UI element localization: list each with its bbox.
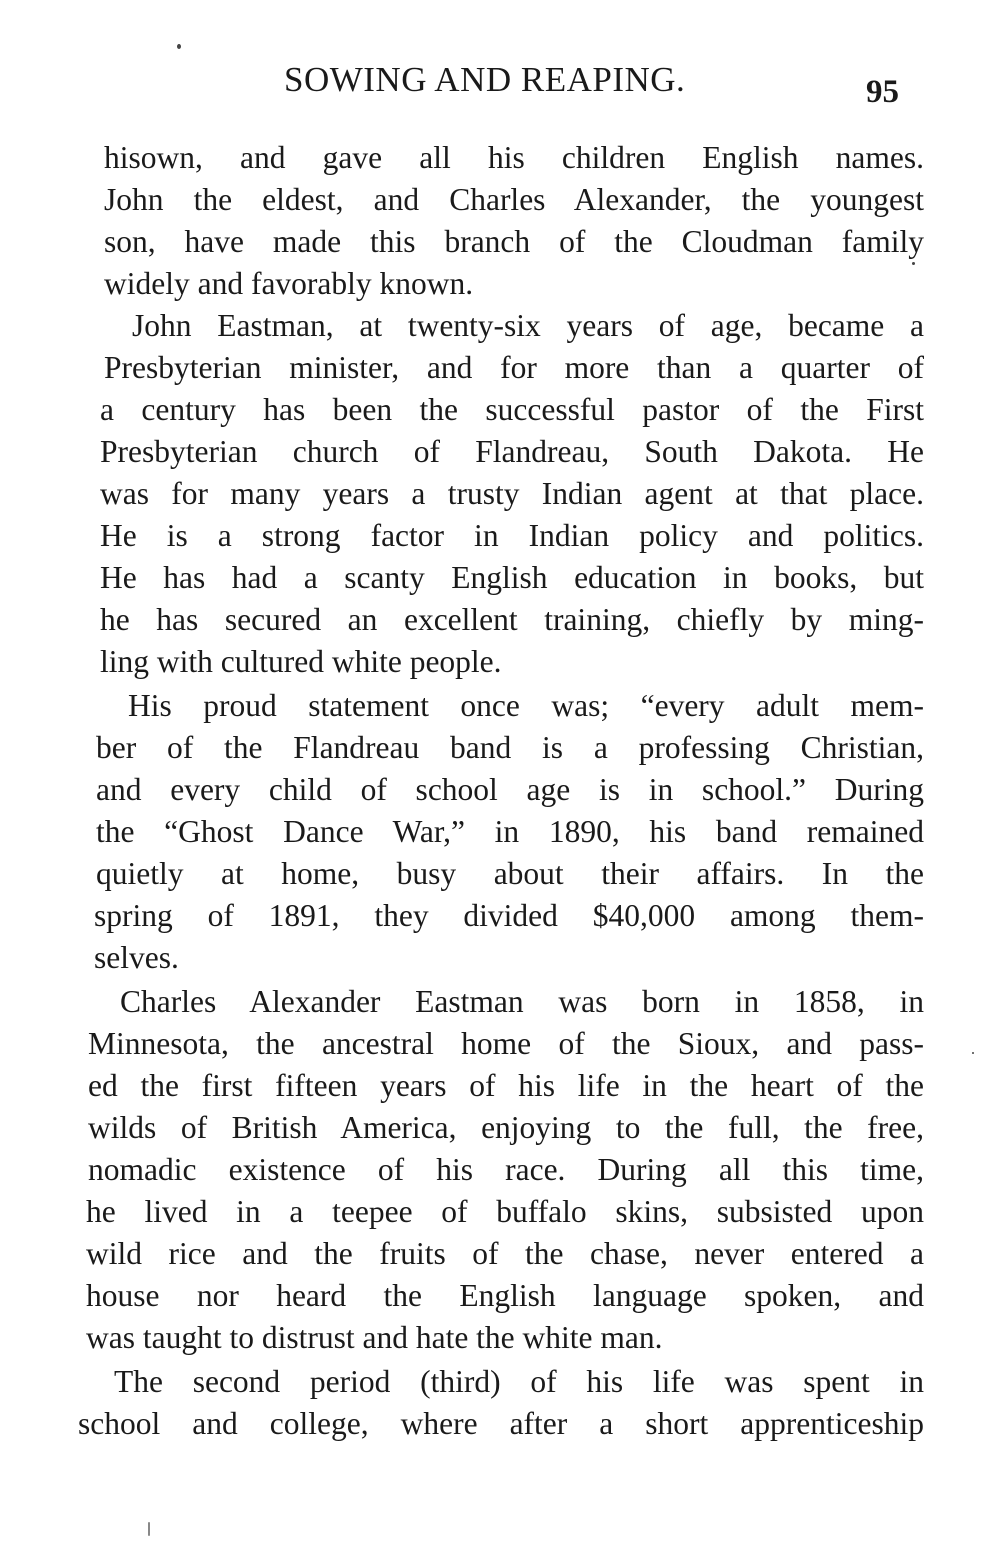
- text-line: son, have made this branch of the Cloudman family: [104, 224, 924, 259]
- text-line: Minnesota, the ancestral home of the Sioux, and pass-: [88, 1026, 924, 1061]
- text-line: ber of the Flandreau band is a professing Christian,: [96, 730, 924, 765]
- print-speck: [148, 1522, 150, 1536]
- text-line: Presbyterian church of Flandreau, South Dakota. He: [100, 434, 924, 469]
- text-line: was for many years a trusty Indian agent at that place.: [100, 476, 924, 511]
- text-line: His proud statement once was; “every adult mem-: [128, 688, 924, 723]
- text-line: he has secured an excellent training, chiefly by ming-: [100, 602, 924, 637]
- page-number: 95: [866, 74, 899, 110]
- text-line: was taught to distrust and hate the white man.: [86, 1320, 663, 1355]
- print-speck: [912, 262, 915, 265]
- text-line: John the eldest, and Charles Alexander, the youngest: [104, 182, 924, 217]
- text-line: wild rice and the fruits of the chase, never entered a: [86, 1236, 924, 1271]
- text-line: the “Ghost Dance War,” in 1890, his band remained: [96, 814, 924, 849]
- text-line: John Eastman, at twenty-six years of age, became a: [132, 308, 924, 343]
- text-line: Presbyterian minister, and for more than a quarter of: [104, 350, 924, 385]
- text-line: a century has been the successful pastor of the First: [100, 392, 924, 427]
- print-speck: [177, 44, 181, 49]
- text-line: He is a strong factor in Indian policy and politics.: [100, 518, 924, 553]
- text-line: hisown, and gave all his children English names.: [104, 140, 924, 175]
- text-line: house nor heard the English language spoken, and: [86, 1278, 924, 1313]
- print-speck: [972, 1052, 974, 1054]
- text-line: selves.: [94, 940, 179, 975]
- running-title: SOWING AND REAPING.: [284, 60, 686, 99]
- text-line: The second period (third) of his life was spent in: [114, 1364, 924, 1399]
- text-line: widely and favorably known.: [104, 266, 474, 301]
- text-line: ling with cultured white people.: [100, 644, 502, 679]
- text-line: school and college, where after a short apprenticeship: [78, 1406, 924, 1441]
- text-line: He has had a scanty English education in books, but: [100, 560, 924, 595]
- text-line: ed the first fifteen years of his life in the heart of the: [88, 1068, 924, 1103]
- text-line: he lived in a teepee of buffalo skins, subsisted upon: [86, 1194, 924, 1229]
- text-line: spring of 1891, they divided $40,000 among them-: [94, 898, 924, 933]
- running-head: [0, 58, 1000, 108]
- text-line: wilds of British America, enjoying to the full, the free,: [88, 1110, 924, 1145]
- text-line: quietly at home, busy about their affairs. In the: [96, 856, 924, 891]
- text-line: Charles Alexander Eastman was born in 1858, in: [120, 984, 924, 1019]
- text-line: nomadic existence of his race. During all this time,: [88, 1152, 924, 1187]
- text-line: and every child of school age is in school.” During: [96, 772, 924, 807]
